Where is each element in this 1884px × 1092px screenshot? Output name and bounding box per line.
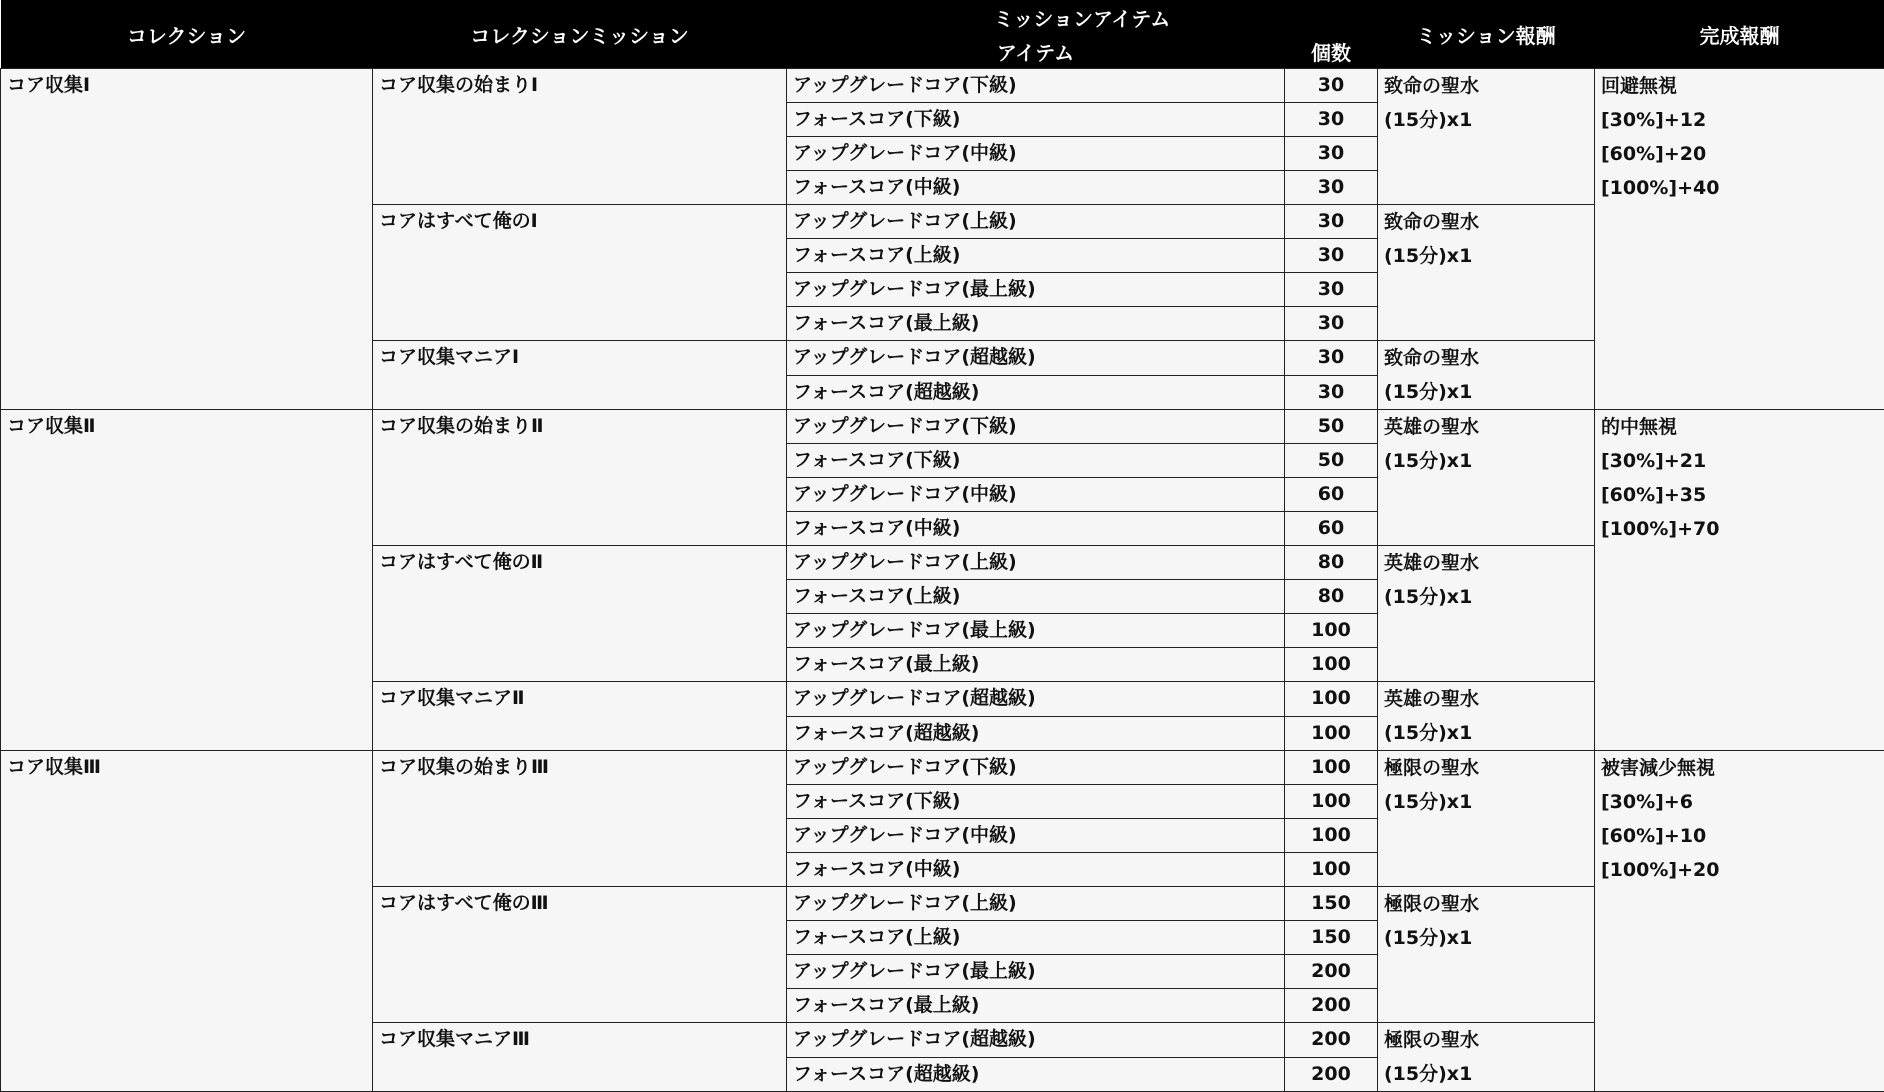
mission-cell: コアはすべて俺のⅠ [373, 205, 787, 341]
completion-reward-cell-line: 被害減少無視 [1601, 751, 1884, 785]
completion-reward-cell [1595, 751, 1884, 1092]
mission-reward-cell [1378, 341, 1595, 410]
mission-reward-cell [1378, 887, 1595, 1023]
mission-cell: コア収集の始まりⅠ [373, 69, 787, 205]
count-cell: 30 [1285, 307, 1378, 341]
item-cell: フォースコア(中級) [787, 853, 1285, 887]
header-completion-reward: 完成報酬 [1595, 0, 1884, 69]
item-cell: アップグレードコア(上級) [787, 887, 1285, 921]
item-cell: フォースコア(中級) [787, 171, 1285, 205]
item-cell: フォースコア(最上級) [787, 648, 1285, 682]
mission-reward-cell-line: (15分)x1 [1384, 921, 1594, 955]
count-cell: 30 [1285, 69, 1378, 103]
mission-reward-cell-line: 致命の聖水 [1384, 69, 1594, 103]
item-cell: フォースコア(中級) [787, 512, 1285, 546]
mission-cell: コア収集マニアⅠ [373, 341, 787, 410]
completion-reward-cell-line: 回避無視 [1601, 69, 1884, 103]
count-cell: 100 [1285, 648, 1378, 682]
mission-reward-cell-line: (15分)x1 [1384, 1057, 1594, 1091]
completion-reward-cell-line: [100%]+40 [1601, 171, 1884, 205]
item-cell: フォースコア(下級) [787, 785, 1285, 819]
mission-reward-cell-line: 極限の聖水 [1384, 1023, 1594, 1057]
collection-cell: コア収集Ⅱ [1, 410, 373, 751]
count-cell: 100 [1285, 614, 1378, 648]
mission-reward-cell [1378, 205, 1595, 341]
collection-cell: コア収集Ⅰ [1, 69, 373, 410]
item-cell: フォースコア(上級) [787, 580, 1285, 614]
table-row [1, 410, 1884, 444]
count-cell: 150 [1285, 887, 1378, 921]
mission-cell: コア収集マニアⅢ [373, 1023, 787, 1092]
header-collection: コレクション [1, 0, 373, 69]
item-cell: フォースコア(超越級) [787, 375, 1285, 410]
count-cell: 30 [1285, 205, 1378, 239]
header-mission-item: ミッションアイテム [787, 0, 1378, 34]
item-cell: アップグレードコア(最上級) [787, 614, 1285, 648]
mission-reward-cell [1378, 1023, 1595, 1092]
item-cell: フォースコア(下級) [787, 103, 1285, 137]
count-cell: 200 [1285, 1023, 1378, 1058]
table-row [1, 69, 1884, 103]
table-header [1, 0, 1884, 69]
count-cell: 100 [1285, 716, 1378, 751]
count-cell: 100 [1285, 682, 1378, 717]
item-cell: フォースコア(超越級) [787, 1057, 1285, 1092]
item-cell: フォースコア(下級) [787, 444, 1285, 478]
mission-cell: コアはすべて俺のⅢ [373, 887, 787, 1023]
mission-reward-cell-line: 英雄の聖水 [1384, 682, 1594, 716]
item-cell: アップグレードコア(最上級) [787, 273, 1285, 307]
mission-cell: コアはすべて俺のⅡ [373, 546, 787, 682]
count-cell: 30 [1285, 171, 1378, 205]
completion-reward-cell-line: [60%]+10 [1601, 819, 1884, 853]
item-cell: アップグレードコア(下級) [787, 410, 1285, 444]
item-cell: アップグレードコア(下級) [787, 69, 1285, 103]
mission-reward-cell-line: 致命の聖水 [1384, 341, 1594, 375]
completion-reward-cell-line: 的中無視 [1601, 410, 1884, 444]
mission-cell: コア収集の始まりⅢ [373, 751, 787, 887]
count-cell: 80 [1285, 546, 1378, 580]
header-item: アイテム [787, 34, 1285, 69]
collection-cell: コア収集Ⅲ [1, 751, 373, 1092]
item-cell: フォースコア(上級) [787, 239, 1285, 273]
mission-reward-cell-line: (15分)x1 [1384, 716, 1594, 750]
mission-reward-cell [1378, 546, 1595, 682]
item-cell: アップグレードコア(超越級) [787, 682, 1285, 717]
item-cell: アップグレードコア(下級) [787, 751, 1285, 785]
mission-reward-cell-line: (15分)x1 [1384, 103, 1594, 137]
count-cell: 50 [1285, 444, 1378, 478]
count-cell: 30 [1285, 103, 1378, 137]
completion-reward-cell [1595, 410, 1884, 751]
mission-reward-cell-line: (15分)x1 [1384, 785, 1594, 819]
completion-reward-cell-line: [100%]+70 [1601, 512, 1884, 546]
completion-reward-cell-line: [30%]+6 [1601, 785, 1884, 819]
item-cell: アップグレードコア(上級) [787, 546, 1285, 580]
count-cell: 200 [1285, 989, 1378, 1023]
table-body [1, 69, 1884, 1092]
mission-cell: コア収集の始まりⅡ [373, 410, 787, 546]
mission-cell: コア収集マニアⅡ [373, 682, 787, 751]
mission-reward-cell [1378, 69, 1595, 205]
mission-reward-cell-line: 致命の聖水 [1384, 205, 1594, 239]
count-cell: 30 [1285, 375, 1378, 410]
item-cell: アップグレードコア(中級) [787, 819, 1285, 853]
count-cell: 100 [1285, 853, 1378, 887]
mission-reward-cell-line: (15分)x1 [1384, 239, 1594, 273]
mission-reward-cell-line: 極限の聖水 [1384, 887, 1594, 921]
count-cell: 30 [1285, 273, 1378, 307]
mission-reward-cell-line: 極限の聖水 [1384, 751, 1594, 785]
count-cell: 60 [1285, 478, 1378, 512]
mission-reward-cell-line: 英雄の聖水 [1384, 546, 1594, 580]
count-cell: 50 [1285, 410, 1378, 444]
count-cell: 60 [1285, 512, 1378, 546]
item-cell: フォースコア(上級) [787, 921, 1285, 955]
item-cell: フォースコア(最上級) [787, 989, 1285, 1023]
item-cell: アップグレードコア(上級) [787, 205, 1285, 239]
count-cell: 30 [1285, 239, 1378, 273]
mission-reward-cell-line: (15分)x1 [1384, 375, 1594, 409]
count-cell: 100 [1285, 751, 1378, 785]
item-cell: アップグレードコア(最上級) [787, 955, 1285, 989]
item-cell: フォースコア(最上級) [787, 307, 1285, 341]
item-cell: アップグレードコア(中級) [787, 137, 1285, 171]
count-cell: 30 [1285, 137, 1378, 171]
completion-reward-cell-line: [30%]+12 [1601, 103, 1884, 137]
count-cell: 30 [1285, 341, 1378, 376]
mission-reward-cell [1378, 682, 1595, 751]
mission-reward-cell-line: (15分)x1 [1384, 444, 1594, 478]
item-cell: アップグレードコア(超越級) [787, 1023, 1285, 1058]
count-cell: 200 [1285, 1057, 1378, 1092]
completion-reward-cell-line: [100%]+20 [1601, 853, 1884, 887]
mission-reward-cell [1378, 410, 1595, 546]
item-cell: アップグレードコア(超越級) [787, 341, 1285, 376]
count-cell: 80 [1285, 580, 1378, 614]
count-cell: 200 [1285, 955, 1378, 989]
mission-reward-cell-line: (15分)x1 [1384, 580, 1594, 614]
item-cell: フォースコア(超越級) [787, 716, 1285, 751]
header-collection-mission: コレクションミッション [373, 0, 787, 69]
completion-reward-cell [1595, 69, 1884, 410]
header-count: 個数 [1285, 34, 1378, 69]
completion-reward-cell-line: [60%]+20 [1601, 137, 1884, 171]
count-cell: 100 [1285, 785, 1378, 819]
header-mission-reward: ミッション報酬 [1378, 0, 1595, 69]
table-row [1, 751, 1884, 785]
count-cell: 100 [1285, 819, 1378, 853]
count-cell: 150 [1285, 921, 1378, 955]
completion-reward-cell-line: [30%]+21 [1601, 444, 1884, 478]
mission-reward-cell-line: 英雄の聖水 [1384, 410, 1594, 444]
item-cell: アップグレードコア(中級) [787, 478, 1285, 512]
mission-reward-cell [1378, 751, 1595, 887]
completion-reward-cell-line: [60%]+35 [1601, 478, 1884, 512]
